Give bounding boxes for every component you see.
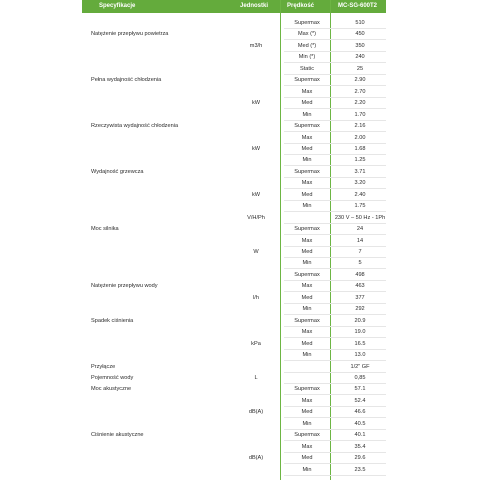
unit-cell (232, 30, 280, 38)
speed-cell: Max (301, 237, 313, 244)
row-separator (284, 234, 386, 235)
row-separator (284, 62, 386, 63)
speed-cell: Supermax (294, 432, 320, 439)
row-separator (284, 463, 386, 464)
value-cell: 1.70 (354, 111, 366, 118)
value-cell: 52.4 (354, 397, 366, 404)
row-separator (284, 417, 386, 418)
unit-cell: m3/h (249, 42, 263, 49)
speed-cell: Min (*) (298, 54, 316, 61)
unit-cell: dB(A) (248, 455, 264, 462)
unit-cell: V/H/Ph (247, 214, 265, 221)
speed-cell: Min (302, 420, 312, 427)
value-cell: 350 (355, 42, 365, 49)
unit-cell (232, 156, 280, 164)
value-cell: 292 (355, 306, 365, 313)
value-cell: 40.1 (354, 432, 366, 439)
value-cell: 2.16 (354, 123, 366, 130)
unit-cell (232, 225, 280, 233)
row-separator (284, 314, 386, 315)
row-separator (284, 280, 386, 281)
unit-cell (232, 420, 280, 428)
unit-cell (232, 363, 280, 371)
speed-cell: Max (301, 443, 313, 450)
row-separator (284, 268, 386, 269)
spec-cell: Moc akustyczne (91, 386, 132, 393)
row-separator (284, 223, 386, 224)
speed-cell: Static (300, 65, 314, 72)
unit-cell (232, 385, 280, 393)
speed-cell: Max (301, 88, 313, 95)
speed-cell (284, 363, 330, 371)
value-cell: 20.9 (354, 317, 366, 324)
unit-cell: dB(A) (248, 409, 264, 416)
value-cell: 2.00 (354, 134, 366, 141)
unit-cell (232, 271, 280, 279)
unit-cell (232, 443, 280, 451)
unit-cell (232, 328, 280, 336)
value-cell: 3.71 (354, 168, 366, 175)
row-separator (284, 188, 386, 189)
row-separator (284, 85, 386, 86)
value-cell: 3.20 (354, 180, 366, 187)
header-model: MC-SG-600T2 (338, 3, 378, 9)
value-cell: 240 (355, 54, 365, 61)
speed-cell: Min (302, 260, 312, 267)
row-separator (284, 74, 386, 75)
speed-cell: Supermax (294, 168, 320, 175)
row-separator (284, 440, 386, 441)
unit-cell (232, 237, 280, 245)
value-cell: 1.68 (354, 145, 366, 152)
spec-cell: Pojemność wody (91, 374, 134, 381)
speed-cell: Max (301, 180, 313, 187)
value-cell: 7 (358, 249, 362, 255)
header-unit: Jednostki (240, 3, 269, 9)
row-separator (284, 303, 386, 304)
speed-cell: Min (302, 111, 312, 118)
value-cell: 1/2" GF (350, 363, 370, 370)
unit-cell (232, 317, 280, 325)
unit-cell (232, 65, 280, 73)
value-cell: 450 (355, 31, 365, 38)
spec-cell: Moc silnika (91, 226, 119, 233)
speed-cell: Med (301, 294, 313, 301)
unit-cell: kPa (251, 340, 261, 347)
speed-cell: Min (302, 466, 312, 473)
spec-cell: Ciśnienie akustyczne (91, 432, 144, 439)
value-cell: 498 (355, 271, 365, 278)
speed-cell: Med (301, 100, 313, 107)
speed-cell: Max (301, 397, 313, 404)
unit-cell (232, 122, 280, 130)
speed-cell: Supermax (294, 20, 320, 26)
row-separator (284, 131, 386, 132)
unit-cell (232, 431, 280, 439)
unit-cell (232, 305, 280, 313)
value-cell: 230 V – 50 Hz - 1Ph (334, 214, 386, 221)
value-cell: 463 (355, 283, 365, 290)
speed-cell: Supermax (294, 226, 320, 233)
value-cell: 2.70 (354, 88, 366, 95)
unit-cell (232, 19, 280, 27)
unit-cell: l/h (253, 294, 259, 301)
spec-cell: Rzeczywista wydajność chłodzenia (91, 123, 179, 130)
speed-cell: Med (301, 145, 313, 152)
value-cell: 25 (356, 65, 364, 72)
speed-cell: Min (302, 352, 312, 359)
value-cell: 35.4 (354, 443, 366, 450)
row-separator (284, 360, 386, 361)
speed-cell: Med (301, 340, 313, 347)
speed-cell: Med (301, 249, 313, 255)
speed-cell: Med (301, 191, 313, 198)
spec-cell: Przyłącze (91, 363, 116, 370)
unit-cell (232, 397, 280, 405)
speed-cell (284, 374, 330, 382)
value-cell: 5 (358, 260, 362, 267)
row-separator (284, 429, 386, 430)
unit-cell (232, 179, 280, 187)
speed-cell: Max (301, 134, 313, 141)
column-divider-right (330, 0, 331, 480)
row-separator (284, 372, 386, 373)
row-separator (284, 337, 386, 338)
row-separator (284, 257, 386, 258)
value-cell: 57.1 (354, 386, 366, 393)
row-separator (284, 452, 386, 453)
row-separator (284, 291, 386, 292)
speed-cell: Supermax (294, 271, 320, 278)
unit-cell (232, 259, 280, 267)
speed-cell: Med (*) (297, 42, 317, 49)
value-cell: 14 (356, 237, 364, 244)
spec-cell: Natężenie przepływu powietrza (91, 31, 169, 38)
speed-cell: Med (301, 409, 313, 416)
row-separator (284, 97, 386, 98)
value-cell: 2.20 (354, 100, 366, 107)
row-separator (284, 28, 386, 29)
speed-cell: Supermax (294, 123, 320, 130)
speed-cell: Supermax (294, 386, 320, 393)
value-cell: 29.6 (354, 455, 366, 462)
value-cell: 40.5 (354, 420, 366, 427)
unit-cell: W (253, 249, 259, 255)
value-cell: 46.6 (354, 409, 366, 416)
row-separator (284, 108, 386, 109)
column-divider-left (280, 0, 281, 480)
unit-cell (232, 88, 280, 96)
speed-cell: Supermax (294, 77, 320, 84)
speed-cell (284, 214, 330, 222)
spec-cell: Natężenie przepływu wody (91, 283, 158, 290)
value-cell: 16.5 (354, 340, 366, 347)
value-cell: 1.25 (354, 157, 366, 164)
row-separator (284, 475, 386, 476)
row-separator (284, 143, 386, 144)
value-cell: 1.75 (354, 203, 366, 210)
row-separator (284, 200, 386, 201)
unit-cell: kW (251, 100, 261, 107)
unit-cell (232, 351, 280, 359)
unit-cell (232, 202, 280, 210)
spec-cell: Spadek ciśnienia (91, 317, 134, 324)
row-separator (284, 406, 386, 407)
speed-cell: Max (301, 329, 313, 336)
row-separator (284, 349, 386, 350)
value-cell: 510 (355, 20, 365, 26)
value-cell: 2.90 (354, 77, 366, 84)
unit-cell (232, 282, 280, 290)
row-separator (284, 120, 386, 121)
unit-cell (232, 76, 280, 84)
spec-cell: Wydajność grzewcza (91, 168, 144, 175)
row-separator (284, 39, 386, 40)
speed-cell: Min (302, 203, 312, 210)
speed-cell: Min (302, 306, 312, 313)
row-separator (284, 211, 386, 212)
unit-cell (232, 466, 280, 474)
value-cell: 13.0 (354, 352, 366, 359)
speed-cell: Max (301, 283, 313, 290)
speed-cell: Min (302, 157, 312, 164)
row-separator (284, 394, 386, 395)
value-cell: 0,85 (354, 374, 366, 381)
value-cell: 19.0 (354, 329, 366, 336)
header-spec: Specyfikacje (99, 3, 136, 9)
unit-cell (232, 134, 280, 142)
unit-cell: L (254, 374, 258, 381)
value-cell: 377 (355, 294, 365, 301)
header-speed: Prędkość (287, 3, 315, 9)
speed-cell: Max (*) (297, 31, 317, 38)
value-cell: 2.40 (354, 191, 366, 198)
unit-cell: kW (251, 191, 261, 198)
speed-cell: Med (301, 455, 313, 462)
unit-cell (232, 53, 280, 61)
unit-cell: kW (251, 145, 261, 152)
row-separator (284, 383, 386, 384)
row-separator (284, 246, 386, 247)
unit-cell (232, 168, 280, 176)
unit-cell (232, 111, 280, 119)
row-separator (284, 154, 386, 155)
row-separator (284, 165, 386, 166)
value-cell: 24 (356, 226, 364, 233)
row-separator (284, 51, 386, 52)
row-separator (284, 326, 386, 327)
row-separator (284, 177, 386, 178)
speed-cell: Supermax (294, 317, 320, 324)
spec-cell: Pełna wydajność chłodzenia (91, 77, 162, 84)
value-cell: 23.5 (354, 466, 366, 473)
